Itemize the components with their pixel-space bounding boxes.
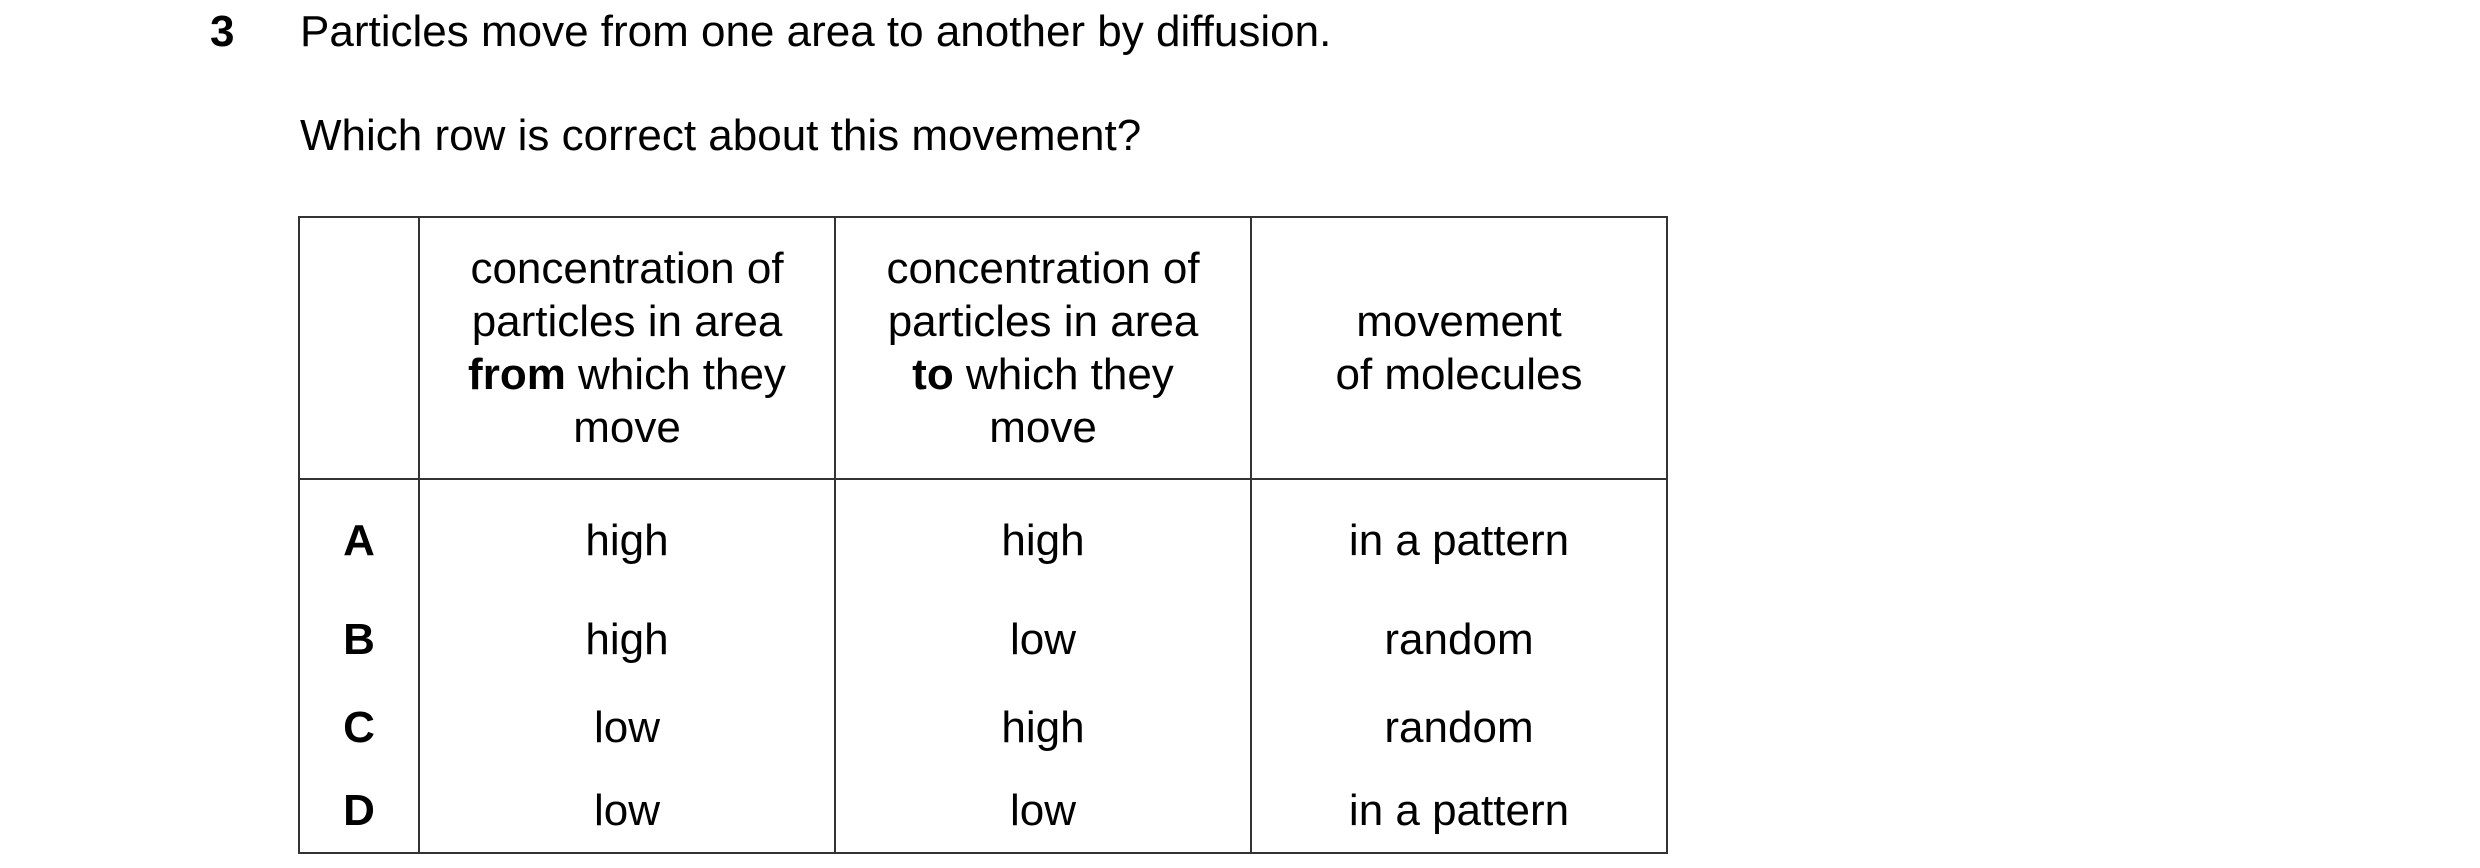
header-to-concentration	[835, 217, 1251, 479]
from-concentration-cell: high	[419, 596, 835, 684]
header-from-concentration	[419, 217, 835, 479]
header-to-line3-rest: which they	[953, 350, 1174, 399]
answer-table	[298, 216, 1668, 854]
question-stem: Particles move from one area to another by diffusion.	[300, 7, 1332, 56]
movement-cell: random	[1251, 684, 1667, 772]
movement-cell: in a pattern	[1251, 479, 1667, 596]
from-concentration-cell: low	[419, 772, 835, 853]
option-row-b	[299, 596, 1667, 684]
header-movement-line1: movement	[1356, 297, 1562, 346]
option-key: B	[343, 615, 375, 664]
to-concentration-cell: high	[835, 479, 1251, 596]
question-number: 3	[210, 7, 235, 56]
header-blank-cell	[299, 217, 419, 479]
to-concentration-cell: high	[835, 684, 1251, 772]
header-row	[299, 217, 1667, 479]
header-from-line1: concentration of	[470, 244, 784, 293]
option-key: D	[343, 786, 375, 835]
to-concentration-cell: low	[835, 596, 1251, 684]
header-to-line1: concentration of	[886, 244, 1200, 293]
header-from-line2: particles in area	[471, 297, 783, 346]
header-movement-line2: of molecules	[1335, 350, 1583, 399]
header-to-line4: move	[989, 403, 1097, 452]
header-to-line2: particles in area	[887, 297, 1199, 346]
header-from-line4: move	[573, 403, 681, 452]
option-row-c	[299, 684, 1667, 772]
header-from-line3-rest: which they	[565, 350, 786, 399]
question-prompt: Which row is correct about this movement?	[300, 111, 1142, 160]
option-key: C	[343, 703, 375, 752]
header-movement	[1251, 217, 1667, 479]
option-row-a	[299, 479, 1667, 596]
option-key: A	[343, 516, 375, 565]
movement-cell: in a pattern	[1251, 772, 1667, 853]
movement-cell: random	[1251, 596, 1667, 684]
to-concentration-cell: low	[835, 772, 1251, 853]
from-concentration-cell: low	[419, 684, 835, 772]
header-from-bold-word: from	[468, 350, 566, 399]
header-to-bold-word: to	[912, 350, 954, 399]
from-concentration-cell: high	[419, 479, 835, 596]
option-row-d	[299, 772, 1667, 853]
